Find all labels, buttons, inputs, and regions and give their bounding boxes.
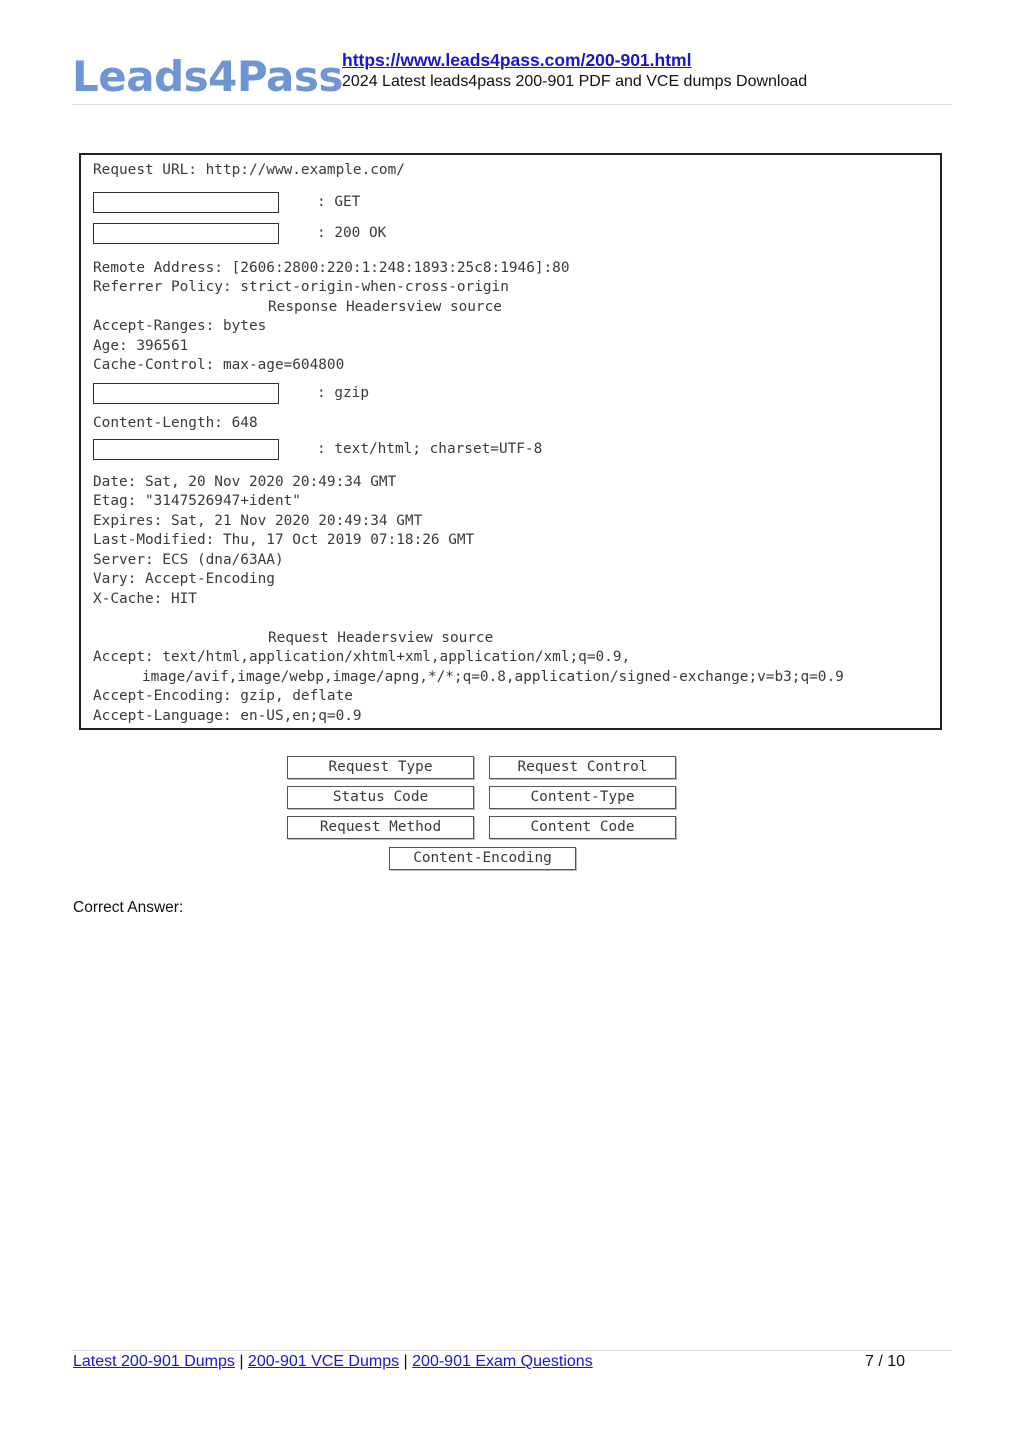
response-headers-heading: Response Headersview source (268, 299, 502, 315)
referrer-policy-line: Referrer Policy: strict-origin-when-cross-origin (93, 279, 509, 295)
footer-link-vce[interactable]: 200-901 VCE Dumps (247, 1353, 400, 1370)
option-content-encoding[interactable]: Content-Encoding (389, 847, 576, 870)
http-headers-exhibit (79, 153, 942, 730)
remote-address-line: Remote Address: [2606:2800:220:1:248:1893:25c8:1946]:80 (93, 260, 570, 276)
content-length-line: Content-Length: 648 (93, 415, 258, 431)
etag-line: Etag: "3147526947+ident" (93, 493, 301, 509)
header-subtitle: 2024 Latest leads4pass 200-901 PDF and VCE dumps Download (342, 73, 808, 90)
vary-line: Vary: Accept-Encoding (93, 571, 275, 587)
drop-target-3[interactable] (93, 383, 279, 404)
footer-separator: | (234, 1353, 248, 1370)
option-content-type[interactable]: Content-Type (489, 786, 676, 809)
blank3-value: : gzip (317, 385, 369, 401)
accept-line-2: image/avif,image/webp,image/apng,*/*;q=0.8,application/signed-exchange;v=b3;q=0.9 (142, 669, 844, 685)
footer-separator: | (399, 1353, 413, 1370)
accept-encoding-line: Accept-Encoding: gzip, deflate (93, 688, 353, 704)
drop-target-2[interactable] (93, 223, 279, 244)
drop-target-1[interactable] (93, 192, 279, 213)
footer-divider (72, 1350, 952, 1351)
blank1-value: : GET (317, 194, 361, 210)
footer-link-questions[interactable]: 200-901 Exam Questions (412, 1353, 593, 1370)
blank4-value: : text/html; charset=UTF-8 (317, 441, 543, 457)
blank2-value: : 200 OK (317, 225, 387, 241)
header-url-link[interactable]: https://www.leads4pass.com/200-901.html (342, 50, 692, 70)
option-request-control[interactable]: Request Control (489, 756, 676, 779)
option-content-code[interactable]: Content Code (489, 816, 676, 839)
correct-answer-label: Correct Answer: (73, 899, 184, 916)
cache-control-line: Cache-Control: max-age=604800 (93, 357, 345, 373)
request-headers-heading: Request Headersview source (268, 630, 494, 646)
server-line: Server: ECS (dna/63AA) (93, 552, 284, 568)
leads4pass-logo: Leads4Pass (72, 52, 343, 101)
option-request-type[interactable]: Request Type (287, 756, 474, 779)
x-cache-line: X-Cache: HIT (93, 591, 197, 607)
page-number: 7 / 10 (865, 1353, 906, 1370)
last-modified-line: Last-Modified: Thu, 17 Oct 2019 07:18:26 GMT (93, 532, 475, 548)
accept-ranges-line: Accept-Ranges: bytes (93, 318, 267, 334)
accept-line-1: Accept: text/html,application/xhtml+xml,application/xml;q=0.9, (93, 649, 631, 665)
header-divider (72, 104, 952, 105)
footer-links (73, 1353, 593, 1371)
request-url-line: Request URL: http://www.example.com/ (93, 162, 405, 178)
date-line: Date: Sat, 20 Nov 2020 20:49:34 GMT (93, 474, 397, 490)
accept-language-line: Accept-Language: en-US,en;q=0.9 (93, 708, 362, 724)
option-status-code[interactable]: Status Code (287, 786, 474, 809)
age-line: Age: 396561 (93, 338, 189, 354)
option-request-method[interactable]: Request Method (287, 816, 474, 839)
expires-line: Expires: Sat, 21 Nov 2020 20:49:34 GMT (93, 513, 423, 529)
drop-target-4[interactable] (93, 439, 279, 460)
footer-link-dumps[interactable]: Latest 200-901 Dumps (73, 1353, 235, 1370)
